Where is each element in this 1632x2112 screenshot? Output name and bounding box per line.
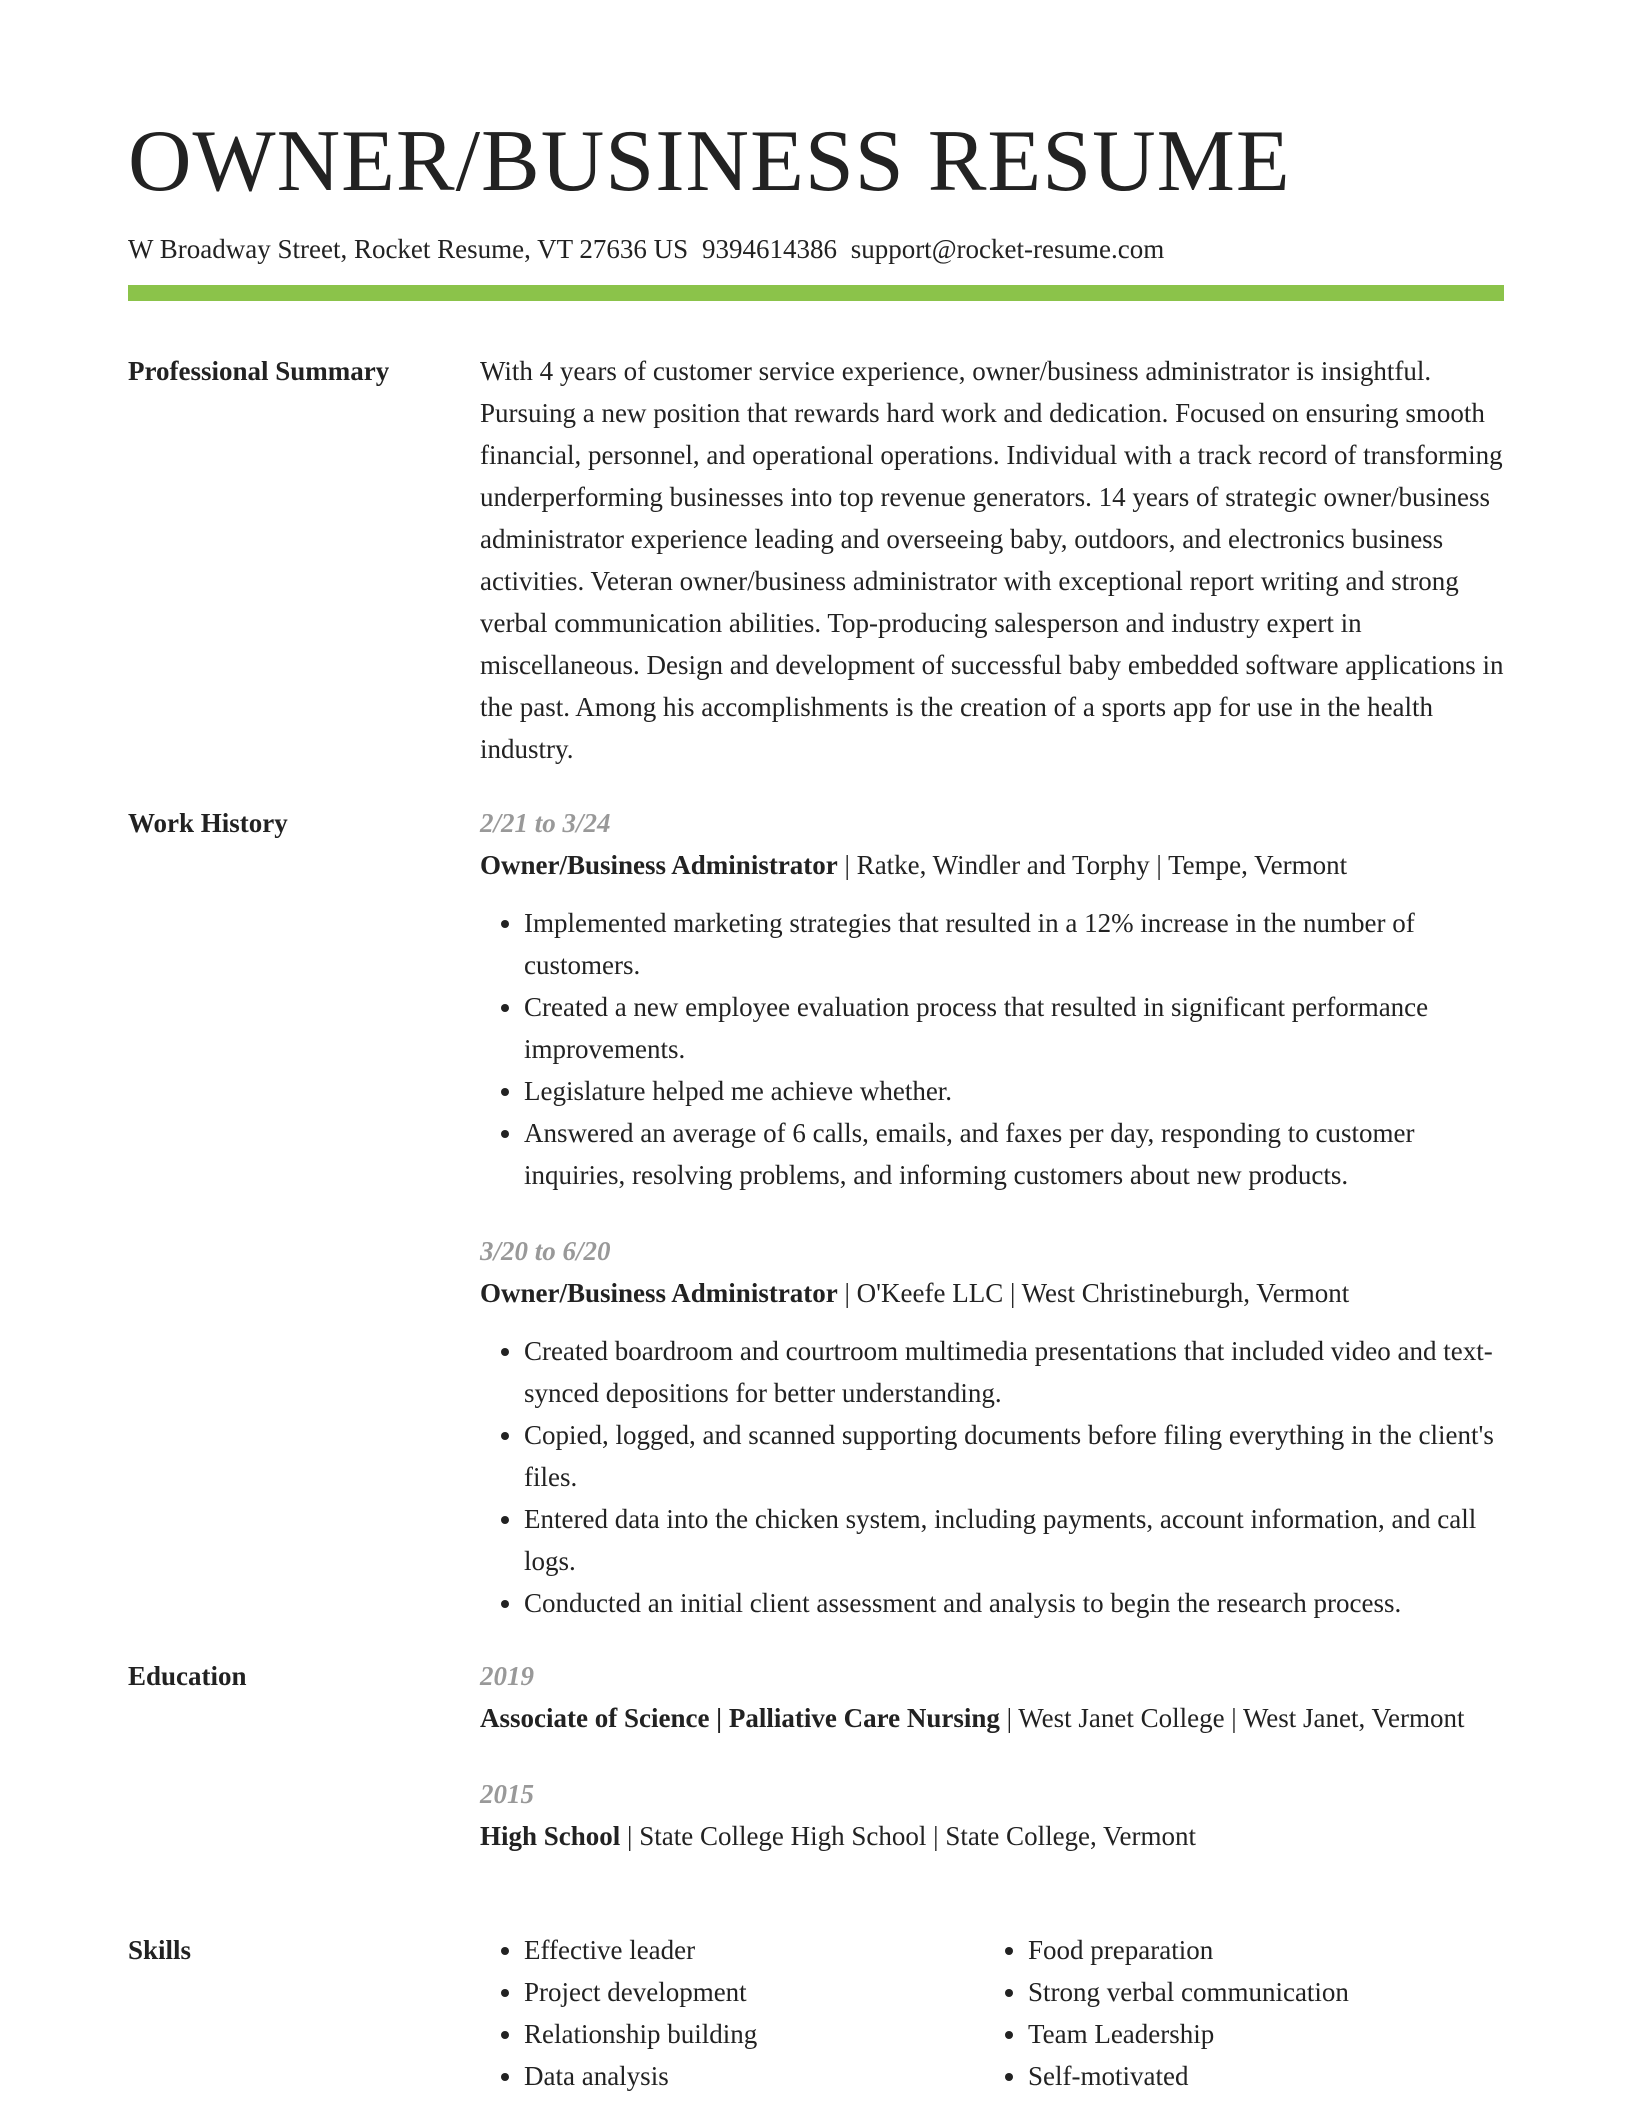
job-dates: 2/21 to 3/24	[480, 808, 611, 838]
education-heading	[480, 1697, 1504, 1739]
job-entry	[480, 1230, 1504, 1624]
contact-address: W Broadway Street, Rocket Resume, VT 27636 US	[128, 234, 689, 264]
contact-email[interactable]: support@rocket-resume.com	[850, 234, 1165, 264]
skill-item: • Strong verbal communication	[1028, 1971, 1488, 2013]
contact-line	[128, 232, 1164, 266]
skill-item: • Project development	[524, 1971, 984, 2013]
job-details: | O'Keefe LLC | West Christineburgh, Vermont	[837, 1278, 1350, 1308]
job-bullet: • Entered data into the chicken system, including payments, account information, and call logs.	[524, 1498, 1504, 1582]
job-heading	[480, 844, 1504, 886]
job-bullet: • Implemented marketing strategies that resulted in a 12% increase in the number of customers.	[524, 902, 1504, 986]
job-details: | Ratke, Windler and Torphy | Tempe, Vermont	[837, 850, 1348, 880]
job-bullets	[480, 902, 1504, 1196]
job-bullets	[480, 1330, 1504, 1624]
job-bullet: • Legislature helped me achieve whether.	[524, 1070, 1504, 1112]
education-degree: High School	[480, 1821, 621, 1851]
section-label-skills: Skills	[128, 1935, 192, 1965]
section-label-work: Work History	[128, 808, 288, 838]
skill-item: • Data analysis	[524, 2055, 984, 2097]
skill-item: • Food preparation	[1028, 1929, 1488, 1971]
education-year: 2015	[480, 1779, 534, 1809]
skills-body	[480, 1929, 1504, 2097]
skills-list-right	[984, 1929, 1488, 2097]
skill-item: • Self-motivated	[1028, 2055, 1488, 2097]
summary-text: With 4 years of customer service experience, owner/business administrator is insightful. Pursuing a new position that rewards hard work and dedication. Focused on ensuring smooth financial, personnel, and operational operations. Individual with a track record of transforming underperforming businesses into top revenue generators. 14 years of strategic owner/business administrator experience leading and overseeing baby, outdoors, and electronics business activities. Veteran owner/business administrator with exceptional report writing and strong verbal communication abilities. Top-producing salesperson and industry expert in miscellaneous. Design and development of successful baby embedded software applications in the past. Among his accomplishments is the creation of a sports app for use in the health industry.	[480, 356, 1504, 764]
education-entry	[480, 1655, 1504, 1739]
education-entry	[480, 1773, 1504, 1857]
job-dates: 3/20 to 6/20	[480, 1236, 611, 1266]
work-body	[480, 802, 1504, 1624]
job-entry	[480, 802, 1504, 1196]
education-body	[480, 1655, 1504, 1857]
education-details: | West Janet College | West Janet, Vermont	[999, 1703, 1465, 1733]
section-label-education: Education	[128, 1661, 247, 1691]
skill-item: • Relationship building	[524, 2013, 984, 2055]
section-label-summary: Professional Summary	[128, 356, 390, 386]
job-bullet: • Created boardroom and courtroom multimedia presentations that included video and text-synced depositions for better understanding.	[524, 1330, 1504, 1414]
skills-columns	[480, 1929, 1504, 2097]
header-divider	[128, 285, 1504, 301]
skills-list-left	[480, 1929, 984, 2097]
skill-item: • Effective leader	[524, 1929, 984, 1971]
education-year: 2019	[480, 1661, 534, 1691]
skill-item: • Team Leadership	[1028, 2013, 1488, 2055]
job-bullet: • Answered an average of 6 calls, emails, and faxes per day, responding to customer inquiries, resolving problems, and informing customers about new products.	[524, 1112, 1504, 1196]
job-title: Owner/Business Administrator	[480, 850, 838, 880]
job-bullet: • Copied, logged, and scanned supporting documents before filing everything in the client's files.	[524, 1414, 1504, 1498]
summary-body	[480, 350, 1504, 770]
education-degree: Associate of Science | Palliative Care Nursing	[480, 1703, 1000, 1733]
resume-title: OWNER/BUSINESS RESUME	[128, 113, 1291, 210]
education-heading	[480, 1815, 1504, 1857]
job-bullet: • Created a new employee evaluation process that resulted in significant performance improvements.	[524, 986, 1504, 1070]
job-heading	[480, 1272, 1504, 1314]
job-bullet: • Conducted an initial client assessment and analysis to begin the research process.	[524, 1582, 1504, 1624]
education-details: | State College High School | State College, Vermont	[620, 1821, 1197, 1851]
contact-phone: 9394614386	[701, 234, 837, 264]
job-title: Owner/Business Administrator	[480, 1278, 838, 1308]
